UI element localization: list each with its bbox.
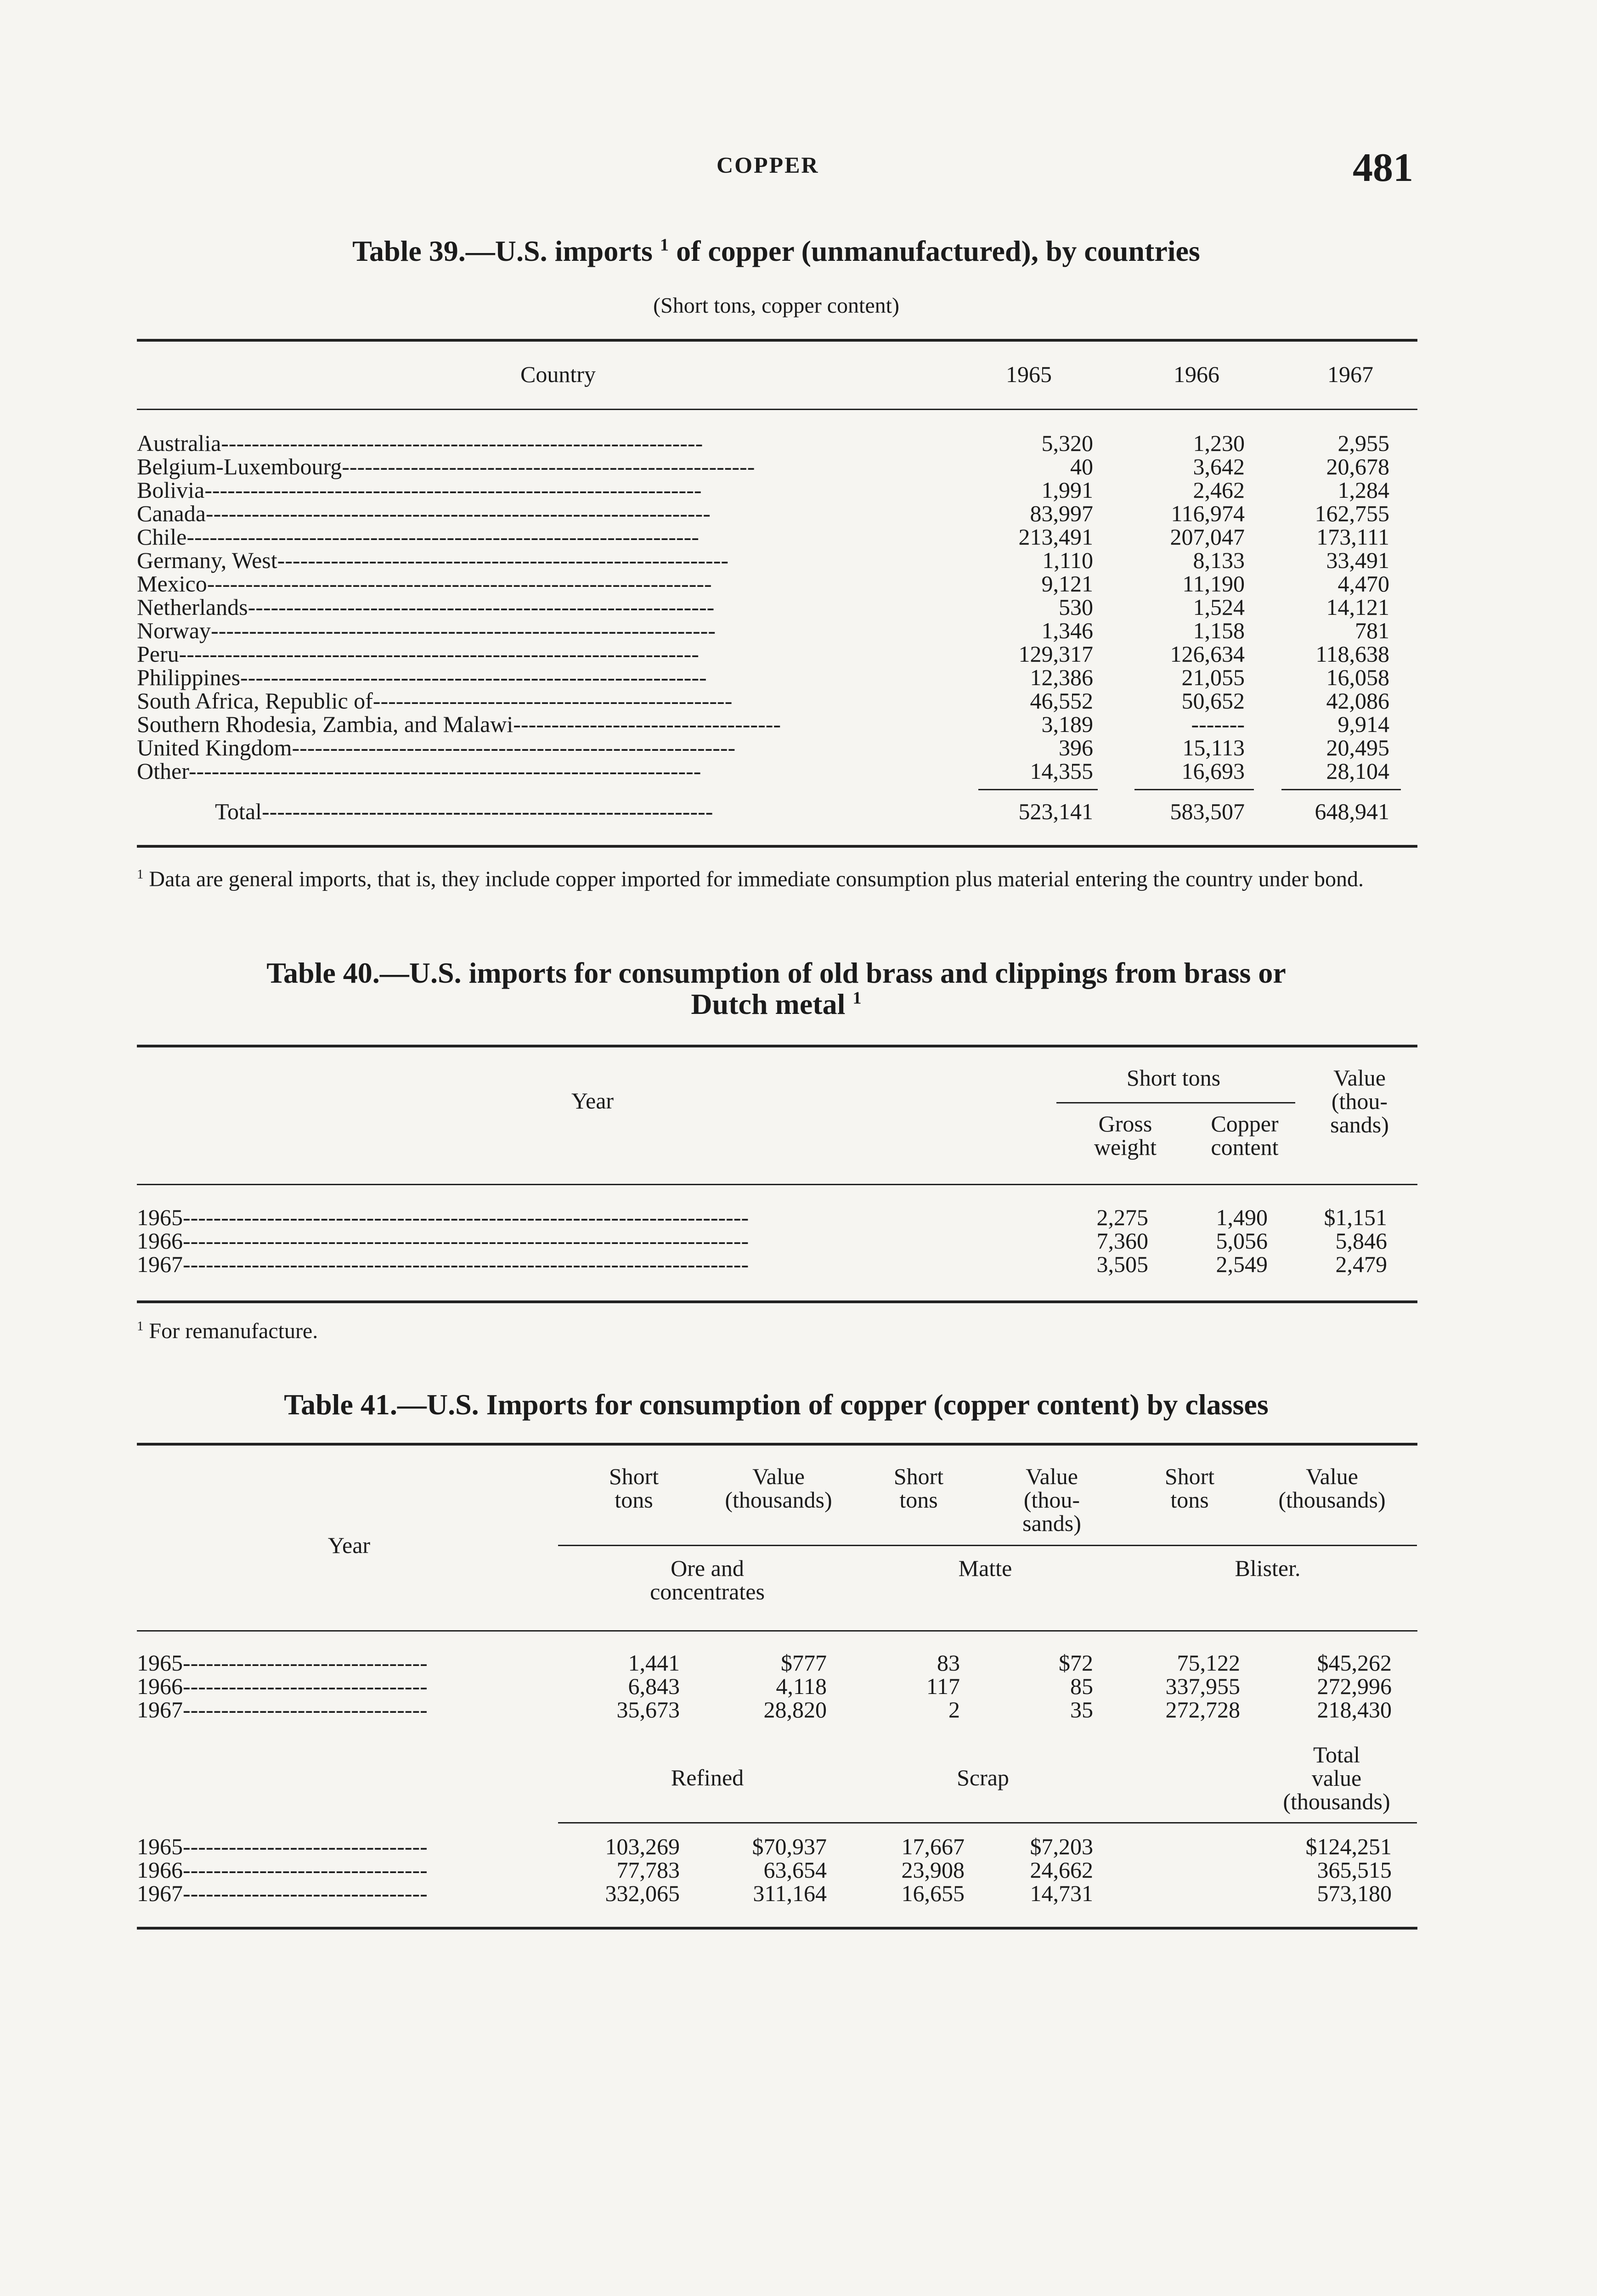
table39-total-rule-1967 [1281,789,1401,790]
table41-group-refined: Refined [671,1765,744,1790]
table40-header-copper-content: Copper content [1211,1111,1279,1160]
table41-ore-value-column: $777 4,118 28,820 [763,1650,827,1722]
table40-year-column: 1965-------------------------------------------------------------------------- 1966-------------------------------------------------------------------------- 1967-------------------------------------------------------------------------- [137,1204,749,1277]
table41-header-matte-short-tons: Short tons [893,1463,944,1513]
table40-header-gross-weight: Gross weight [1094,1111,1157,1160]
table41-refined-tons-column: 103,269 77,783 332,065 [605,1834,680,1906]
table40-copper-column: 1,490 5,056 2,549 [1216,1204,1268,1277]
table39-header-1967: 1967 [1327,361,1373,387]
table41-header-blister-value: Value (thousands) [1278,1463,1386,1513]
table41-group-blister: Blister. [1235,1555,1301,1581]
table40-header-year: Year [571,1088,614,1114]
table40-short-tons-rule [1056,1102,1295,1103]
table39-footnote-mark: 1 [137,867,144,882]
table41-group-matte: Matte [958,1555,1012,1581]
table40-footnote [137,1319,318,1344]
table41-group-scrap: Scrap [957,1765,1009,1790]
table41-header-year: Year [327,1532,371,1558]
table39-footnote-text: Data are general imports, that is, they include copper imported for immediate consumption plus material entering the country under bond. [143,867,1364,891]
table39-title-part2: of copper (unmanufactured), by countries [669,235,1200,267]
table40-footnote-mark: 1 [137,1319,144,1334]
table40-bottom-rule [137,1300,1417,1303]
table41-total-value-column: $124,251 365,515 573,180 [1305,1834,1392,1906]
table41-refined-value-column: $70,937 63,654 311,164 [752,1834,827,1906]
table39-1966-column: 1,230 3,642 2,462 116,974 207,047 8,133 11,190 1,524 1,158 126,634 21,055 50,652 ------- 15,113 16,693 [1170,430,1245,784]
table40-title-line1: Table 40.—U.S. imports for consumption of old brass and clippings from brass or [266,957,1286,989]
table41-year-column-1: 1965-------------------------------- 1966-------------------------------- 1967-------------------------------- [137,1650,428,1722]
table39-total-1966: 583,507 [1170,799,1245,824]
table41-scrap-tons-column: 17,667 23,908 16,655 [901,1834,965,1906]
table39-title-part1: Table 39.—U.S. imports [352,235,660,267]
table40-top-rule [137,1045,1417,1047]
table40-header-short-tons: Short tons [1126,1065,1221,1091]
table40-title-line2: Dutch metal [691,988,853,1020]
table41-year-column-2: 1965-------------------------------- 1966-------------------------------- 1967-------------------------------- [137,1834,428,1906]
table39-1965-column: 5,320 40 1,991 83,997 213,491 1,110 9,121 530 1,346 129,317 12,386 46,552 3,189 396 14,355 [1018,430,1093,784]
table41-header-rule-2 [558,1822,1417,1823]
table39-footnote [137,867,1418,892]
table41-matte-value-column: $72 85 35 [1059,1650,1093,1722]
table39-1967-column: 2,955 20,678 1,284 162,755 173,111 33,491 4,470 14,121 781 118,638 16,058 42,086 9,914 20,495 28,104 [1315,430,1389,784]
table41-header-rule-1 [137,1630,1417,1632]
table41-header-ore-value: Value (thousands) [725,1463,832,1513]
table39-title [138,234,1415,268]
table40-gross-column: 2,275 7,360 3,505 [1096,1204,1148,1277]
table40-value-column: $1,151 5,846 2,479 [1324,1204,1387,1277]
table41-header-matte-value: Value (thou- sands) [1022,1463,1081,1536]
table41-blister-tons-column: 75,122 337,955 272,728 [1165,1650,1240,1722]
table39-total-rule-1966 [1134,789,1254,790]
table39-subtitle: (Short tons, copper content) [653,293,899,318]
table41-group-rule-1 [558,1545,1417,1546]
table39-bottom-rule [137,845,1417,848]
table39-header-rule [137,409,1417,410]
table39-total-1965: 523,141 [1018,799,1093,824]
table40-title [138,957,1415,1020]
table40-header-value: Value (thou- sands) [1330,1065,1389,1137]
table40-footnote-text: For remanufacture. [143,1319,318,1343]
table41-group-total-value: Total value (thousands) [1283,1742,1390,1814]
table39-title-footnote-mark: 1 [660,235,669,255]
table41-top-rule [137,1443,1417,1446]
table41-matte-tons-column: 83 117 2 [926,1650,960,1722]
table39-total-label: Total----------------------------------------------------------- [215,799,713,824]
table41-ore-tons-column: 1,441 6,843 35,673 [616,1650,680,1722]
table41-group-ore: Ore and concentrates [650,1555,765,1604]
table39-total-rule-1965 [978,789,1098,790]
table41-blister-value-column: $45,262 272,996 218,430 [1317,1650,1392,1722]
table39-total-1967: 648,941 [1315,799,1389,824]
table39-country-column: Australia--------------------------------------------------------------- Belgium-Luxembourg------------------------------------------------------ Bolivia----------------------------------------------------------------- Canada------------------------------------------------------------------ Chile------------------------------------------------------------------- Germany, West----------------------------------------------------------- Mexico------------------------------------------------------------------ Netherlands------------------------------------------------------------- Norway------------------------------------------------------------------ Peru-------------------------------------------------------------------- Philippines------------------------------------------------------------- South Africa, Republic of----------------------------------------------- Southern Rhodesia, Zambia, and Malawi----------------------------------- United Kingdom---------------------------------------------------------- Other------------------------------------------------------------------- [137,430,781,784]
table41-header-blister-short-tons: Short tons [1164,1463,1215,1513]
table40-title-footnote-mark: 1 [852,988,862,1008]
table41-bottom-rule [137,1927,1417,1930]
table39-header-1965: 1965 [1006,361,1052,387]
page-number: 481 [1353,146,1413,190]
running-header-title: COPPER [717,152,819,178]
table39-top-rule [137,339,1417,342]
table41-header-ore-short-tons: Short tons [609,1463,659,1513]
table39-header-1966: 1966 [1174,361,1219,387]
table40-header-rule [137,1184,1417,1185]
table41-scrap-value-column: $7,203 24,662 14,731 [1030,1834,1093,1906]
table39-header-country: Country [520,361,596,387]
table41-title: Table 41.—U.S. Imports for consumption of copper (copper content) by classes [284,1388,1269,1421]
